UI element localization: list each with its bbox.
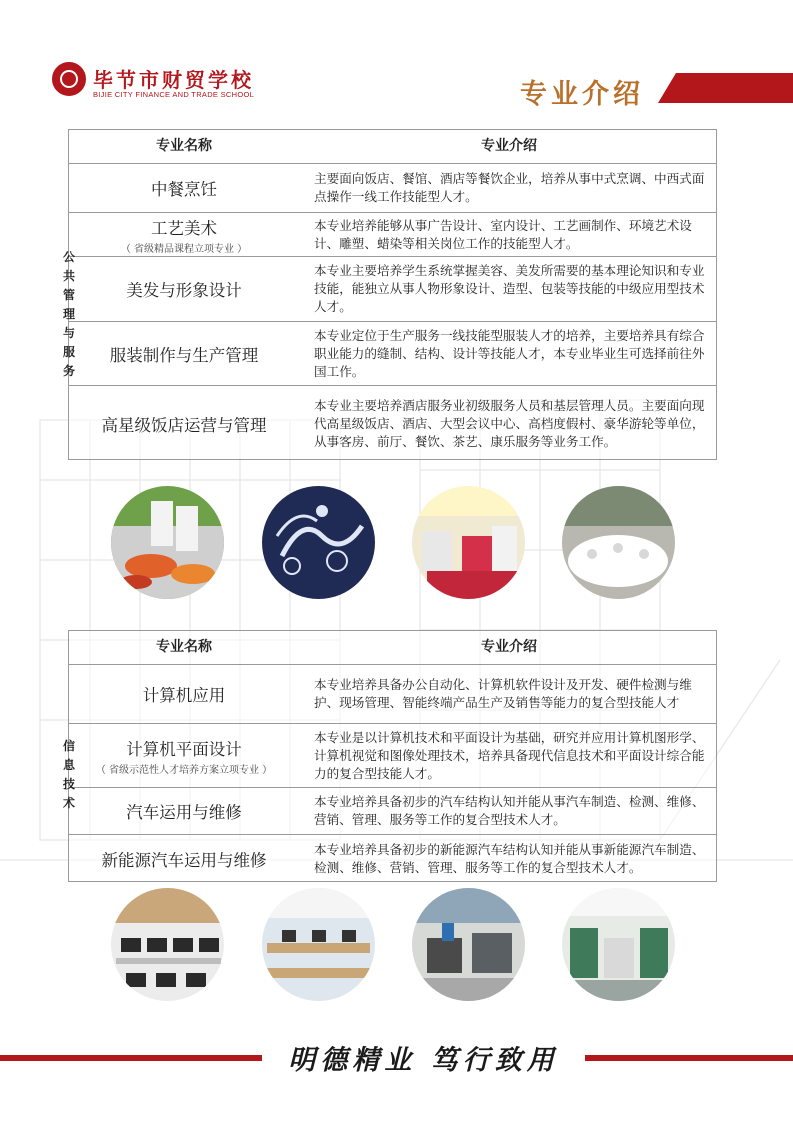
photo-beauty-class [412,486,525,599]
category-label-it: 信 息 技 术 [62,739,75,810]
major-name: 工艺美术 [151,218,217,238]
category-divider [68,384,69,460]
major-intro: 本专业主要培养学生系统掌握美容、美发所需要的基本理论知识和专业技能，能独立从事人物形象设计、造型、包装等技能的中级应用型技术人才。 [314,263,705,314]
major-intro: 本专业培养具备初步的新能源汽车结构认知并能从事新能源汽车制造、检测、维修、营销、管理、服务等工作的复合型技术人才。 [314,841,705,875]
major-intro: 本专业培养能够从事广告设计、室内设计、工艺画制作、环境艺术设计、雕塑、蜡染等相关岗位工作的技能型人才。 [314,217,692,251]
table-row [69,834,716,882]
majors-table-information-technology [68,630,717,882]
category-divider [68,670,69,735]
major-intro: 主要面向饭店、餐馆、酒店等餐饮企业，培养从事中式烹调、中西式面点操作一线工作技能型人才。 [314,171,705,204]
photo-cooking [111,486,224,599]
majors-table-management [68,129,717,460]
footer-rule-left [0,1055,262,1061]
category-label-management: 公 共 管 理 与 服 务 [62,250,75,378]
header-accent-bar [658,73,793,103]
major-name: 高星级饭店运营与管理 [101,415,267,435]
major-intro: 本专业培养具备初步的汽车结构认知并能从事汽车制造、检测、维修、营销、管理、服务等工作的复合型技术人才。 [314,794,705,827]
major-intro: 本专业定位于生产服务一线技能型服装人才的培养，主要培养具有综合职业能力的缝制、结构、设计等技能人才，本专业毕业生可选择前往外国工作。 [314,327,705,379]
major-intro: 本专业培养具备办公自动化、计算机软件设计及开发、硬件检测与维护、现场管理、智能终端产品生产及销售等能力的复合型技能人才 [314,677,692,710]
table-row [69,385,716,461]
school-name-en: BIJIE CITY FINANCE AND TRADE SCHOOL [93,90,255,99]
footer-rule-right [585,1055,793,1061]
table-row [69,723,716,787]
school-name-cn: 毕节市财贸学校 [93,68,254,92]
table-header [69,631,716,665]
school-logo [52,62,86,96]
photo-computer-lab [111,888,224,1001]
major-name: 新能源汽车运用与维修 [101,850,267,870]
photo-auto-repair [412,888,525,1001]
major-intro: 本专业主要培养酒店服务业初级服务人员和基层管理人员。主要面向现代高星级饭店、酒店、大型会议中心、高档度假村、豪华游轮等单位，从事客房、前厅、餐饮、茶艺、康乐服务等业务工作。 [314,397,705,449]
photo-batik-art [262,486,375,599]
major-name: 计算机应用 [142,686,226,705]
table-row [69,164,716,212]
major-name: 美发与形象设计 [126,281,242,300]
category-divider [68,818,69,882]
col-header-intro: 专业介绍 [481,138,537,154]
photo-design-lab [262,888,375,1001]
major-note: （ 省级精品课程立项专业 ） [120,243,248,255]
major-note: （ 省级示范性人才培养方案立项专业 ） [95,764,273,776]
col-header-intro: 专业介绍 [481,639,537,655]
major-name: 汽车运用与维修 [126,803,242,822]
major-name: 服装制作与生产管理 [109,345,259,365]
major-name: 中餐烹饪 [151,180,217,199]
photo-new-energy-vehicle [562,888,675,1001]
table-row [69,787,716,834]
col-header-name: 专业名称 [156,138,212,154]
photo-hotel-banquet [562,486,675,599]
table-row [69,321,716,385]
col-header-name: 专业名称 [156,639,212,655]
school-motto: 明德精业 笃行致用 [288,1045,559,1076]
table-row [69,665,716,723]
table-header [69,130,716,164]
table-row [69,256,716,321]
major-name: 计算机平面设计 [126,739,242,759]
table-row [69,212,716,256]
major-intro: 本专业是以计算机技术和平面设计为基础，研究并应用计算机图形学、计算机视觉和图像处理技术，培养具备现代信息技术和平面设计综合能力的复合型技能人才。 [314,729,705,781]
category-divider [68,170,69,248]
page-title: 专业介绍 [520,79,644,110]
